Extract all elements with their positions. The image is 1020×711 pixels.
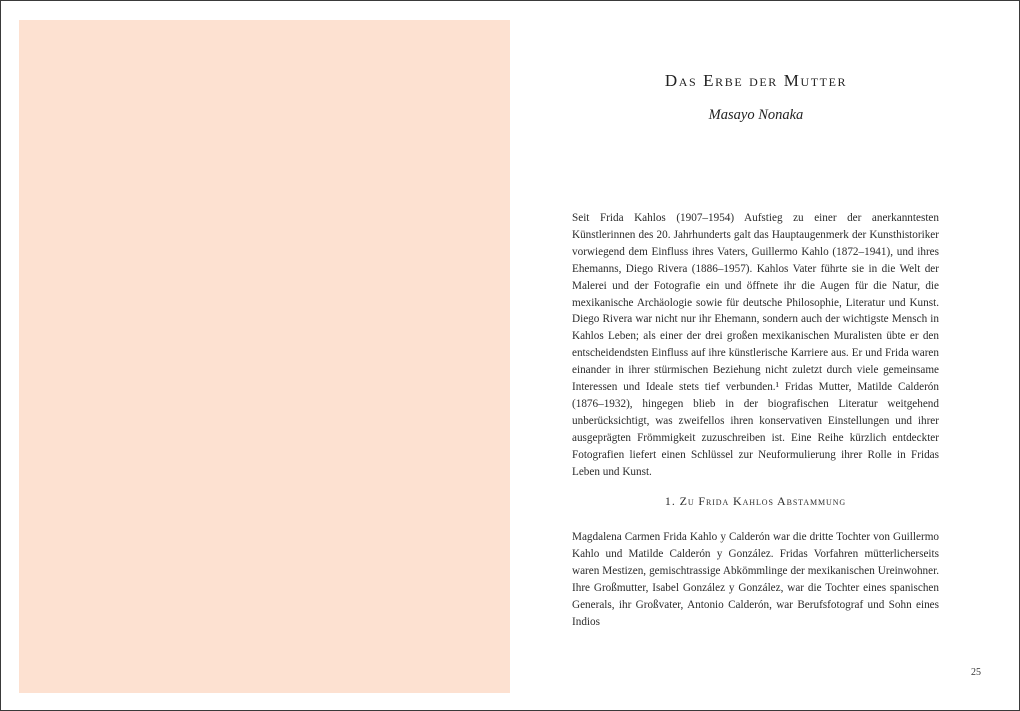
left-page-color-panel (19, 20, 510, 693)
body-paragraph-intro: Seit Frida Kahlos (1907–1954) Aufstieg zu einer der anerkanntesten Künstlerinnen des 20. Jahrhunderts galt das Hauptaugenmerk der Kunsthistoriker vorwiegend dem Einfluss ihres Vaters, Guillermo Kahlo (1872–1941), und ihres Ehemanns, Diego Rivera (1886–1957). Kahlos Vater führte sie in die Welt der Malerei und der Fotografie ein und öffnete ihr die Augen für die Natur, die mexikanische Archäologie sowie für deutsche Philosophie, Literatur und Kunst. Diego Rivera war nicht nur ihr Ehemann, sondern auch der wichtigste Mensch in Kahlos Leben; als einer der drei großen mexikanischen Muralisten übte er den entscheidendsten Einfluss auf ihre künstlerische Karriere aus. Er und Frida waren einander in ihrer stürmischen Beziehung nicht zuletzt durch viele gemeinsame Interessen und Ideale stets tief verbunden.¹ Fridas Mutter, Matilde Calderón (1876–1932), hingegen blieb in der biografischen Literatur weitgehend unberücksichtigt, was zweifellos ihren konservativen Einstellungen und ihrer ausgeprägten Frömmigkeit zuzuschreiben ist. Eine Reihe kürzlich entdeckter Fotografien liefert einen Schlüssel zur Neuformulierung ihrer Rolle in Fridas Leben und Kunst. (572, 212, 939, 478)
body-paragraph-ancestry: Magdalena Carmen Frida Kahlo y Calderón war die dritte Tochter von Guillermo Kahlo und Matilde Calderón y González. Fridas Vorfahren mütterlicherseits waren Mestizen, gemischtrassige Abkömmlinge der mexikanischen Ureinwohner. Ihre Großmutter, Isabel González y González, war die Tochter eines spanischen Generals, ihr Großvater, Antonio Calderón, war Berufsfotograf und Sohn eines Indios (572, 531, 939, 628)
page-number: 25 (971, 667, 981, 678)
section-heading: 1. Zu Frida Kahlos Abstammung (664, 494, 847, 508)
article-author: Masayo Nonaka (708, 107, 804, 123)
article-title: Das Erbe der Mutter (664, 71, 848, 90)
